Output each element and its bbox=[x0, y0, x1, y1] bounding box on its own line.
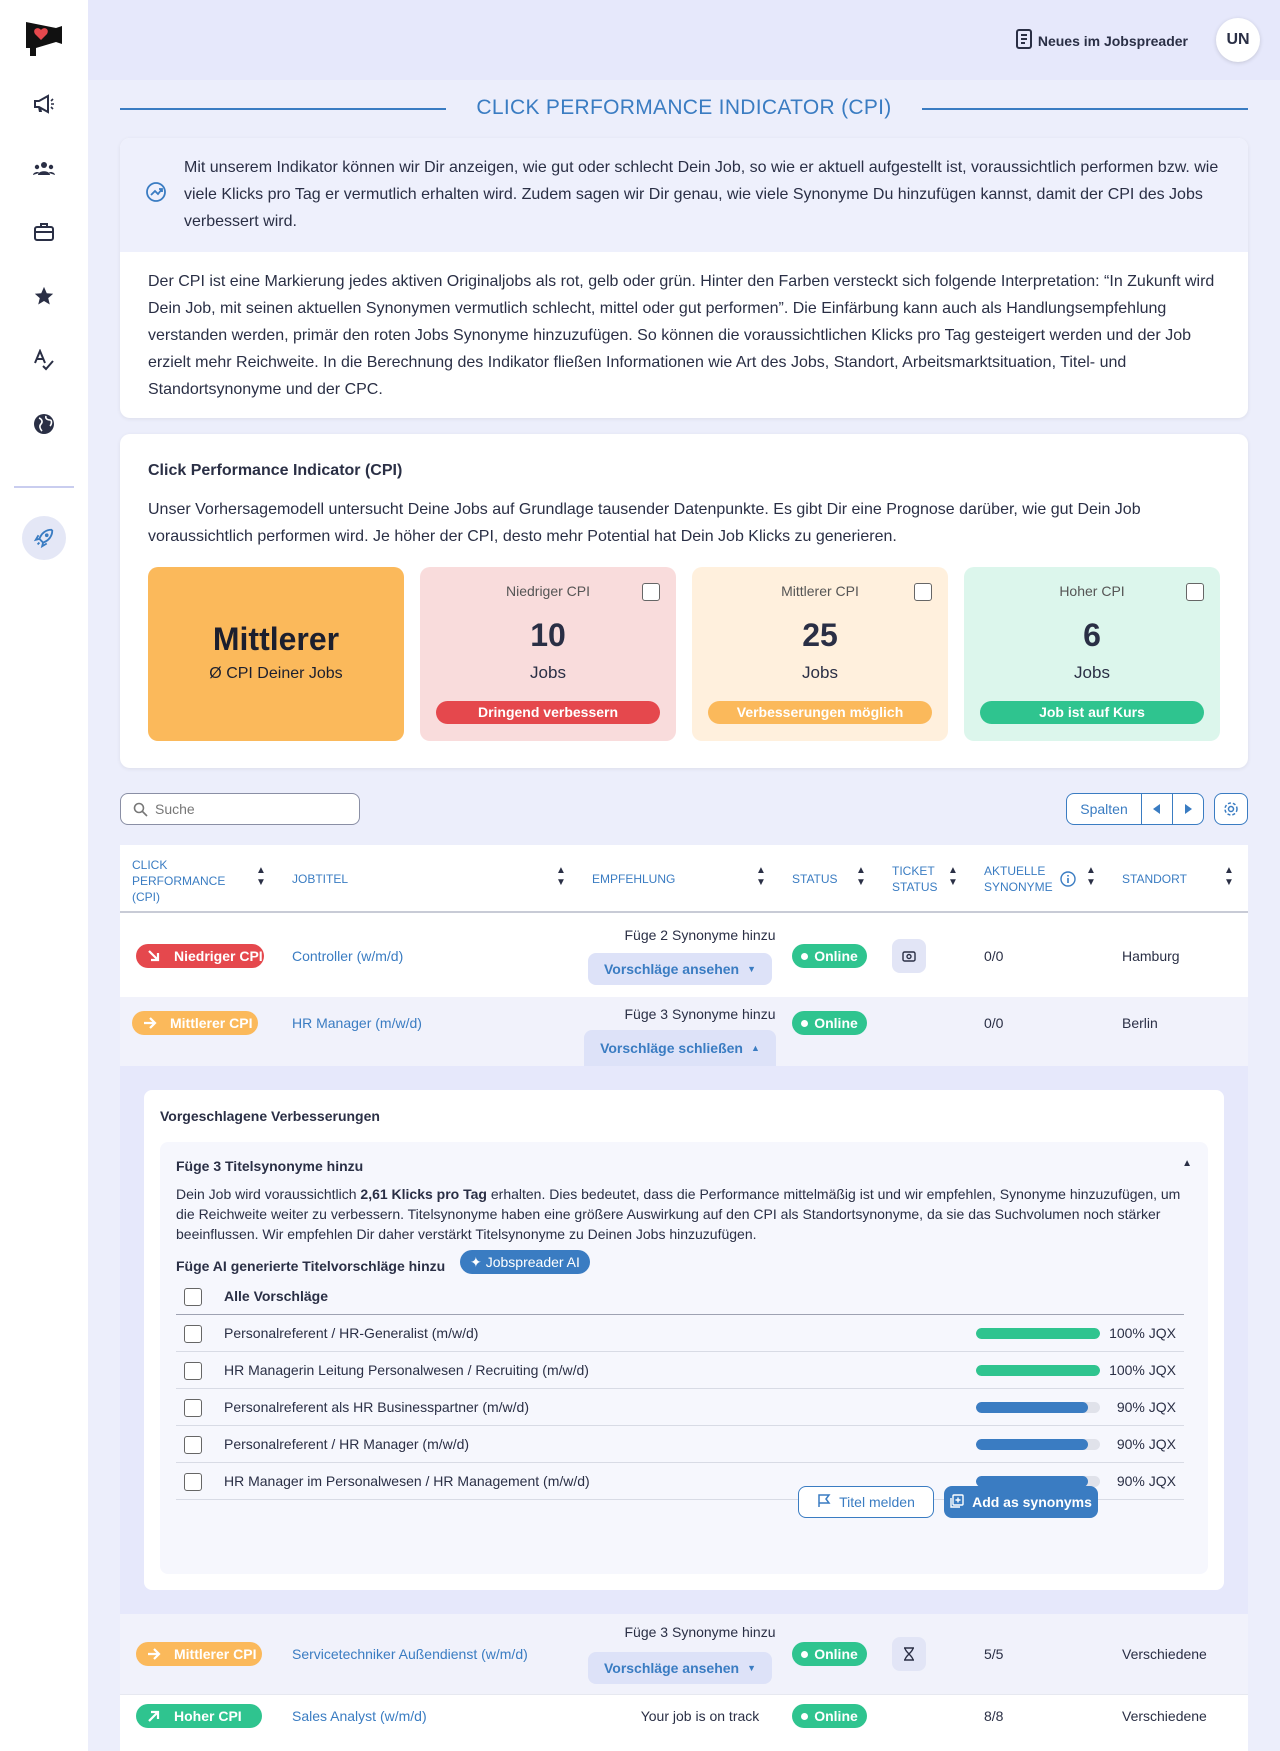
view-suggestions-button[interactable]: Vorschläge ansehen ▼ bbox=[588, 1652, 772, 1684]
synonym-count: 5/5 bbox=[984, 1646, 1004, 1662]
table-row[interactable] bbox=[120, 1694, 1248, 1738]
suggestions-heading: Vorgeschlagene Verbesserungen bbox=[160, 1108, 380, 1124]
info-intro-panel bbox=[120, 138, 1248, 252]
arrow-right-icon bbox=[144, 1644, 164, 1664]
suggestion-row[interactable] bbox=[176, 1389, 1184, 1426]
cpi-badge-low bbox=[136, 944, 264, 968]
caret-down-icon: ▼ bbox=[747, 1663, 757, 1673]
search-icon bbox=[133, 802, 148, 820]
th-ticket[interactable]: TICKET STATUS bbox=[892, 864, 938, 894]
suggestion-row[interactable] bbox=[176, 1426, 1184, 1463]
location: Hamburg bbox=[1122, 948, 1180, 964]
close-suggestions-label: Vorschläge schließen bbox=[600, 1040, 743, 1056]
gear-icon bbox=[1223, 801, 1239, 817]
suggestion-checkbox[interactable] bbox=[184, 1436, 202, 1454]
hourglass-icon[interactable] bbox=[892, 1637, 926, 1671]
cpi-card-unit: Jobs bbox=[1074, 663, 1110, 682]
table-row[interactable] bbox=[120, 997, 1248, 1066]
sort-icon[interactable]: ▲ ▼ bbox=[1086, 865, 1096, 888]
cpi-card-label: Hoher CPI bbox=[1059, 583, 1125, 599]
job-title-link[interactable]: Sales Analyst (w/m/d) bbox=[292, 1708, 427, 1724]
status-badge: Online bbox=[792, 1704, 867, 1728]
star-icon[interactable] bbox=[30, 282, 58, 310]
status-badge: Online bbox=[792, 1642, 867, 1666]
th-status[interactable]: STATUS bbox=[792, 872, 838, 886]
select-all-label: Alle Vorschläge bbox=[224, 1288, 329, 1304]
trending-icon bbox=[146, 182, 166, 211]
flag-icon bbox=[817, 1494, 831, 1511]
top-bar bbox=[88, 0, 1280, 80]
cpi-card-low[interactable] bbox=[420, 567, 676, 741]
caret-up-icon: ▲ bbox=[750, 1043, 760, 1053]
suggestion-checkbox[interactable] bbox=[184, 1325, 202, 1343]
jqx-score-fill bbox=[976, 1328, 1100, 1339]
sort-icon[interactable]: ▲ ▼ bbox=[256, 865, 266, 888]
info-intro-text: Mit unserem Indikator können wir Dir anzeigen, wie gut oder schlecht Dein Job, so wie er aktuell aufgestellt ist, voraussichtlich performen bzw. wie viele Klicks pro Tag er vermutlich erhalten wird. Zudem sagen wir Dir genau, wie viele Synonyme Du hinzufügen kannst, damit der CPI des Jobs verbessert wird. bbox=[184, 159, 1219, 230]
th-synonyms[interactable]: AKTUELLE SYNONYME bbox=[984, 864, 1053, 894]
rocket-icon[interactable] bbox=[22, 516, 66, 560]
cpi-badge-medium bbox=[132, 1011, 258, 1035]
cpi-card-label: Niedriger CPI bbox=[505, 583, 591, 599]
jqx-score-label: 90% JQX bbox=[1116, 1436, 1176, 1452]
th-title[interactable]: JOBTITEL bbox=[292, 872, 349, 886]
scroll-left-button[interactable] bbox=[1141, 793, 1173, 825]
section-heading: Füge 3 Titelsynonyme hinzu bbox=[176, 1158, 364, 1174]
cpi-card-medium[interactable] bbox=[692, 567, 948, 741]
library-add-icon bbox=[950, 1494, 964, 1511]
close-suggestions-button[interactable] bbox=[584, 1030, 776, 1066]
select-all-checkbox[interactable] bbox=[184, 1288, 202, 1306]
cpi-summary-label: Ø CPI Deiner Jobs bbox=[209, 665, 343, 682]
briefcase-icon[interactable] bbox=[30, 218, 58, 246]
users-icon[interactable] bbox=[30, 154, 58, 182]
suggestions-panel bbox=[120, 1066, 1248, 1614]
suggestion-title: HR Managerin Leitung Personalwesen / Recruiting (m/w/d) bbox=[224, 1362, 589, 1378]
news-link[interactable] bbox=[1016, 29, 1188, 52]
title-line-right bbox=[922, 108, 1248, 110]
recommendation-text: Füge 3 Synonyme hinzu bbox=[624, 1006, 776, 1022]
job-title-link[interactable]: Controller (w/m/d) bbox=[292, 948, 404, 964]
select-all-row[interactable] bbox=[176, 1278, 1184, 1315]
ai-badge: ✦ Jobspreader AI bbox=[460, 1250, 590, 1274]
cpi-badge-label: Niedriger CPI bbox=[174, 948, 263, 964]
th-location[interactable]: STANDORT bbox=[1122, 872, 1187, 886]
spellcheck-icon[interactable] bbox=[30, 346, 58, 374]
cpi-description: Unser Vorhersagemodell untersucht Deine Jobs auf Grundlage tausender Datenpunkte. Es gibt Dir eine Prognose darüber, wie gut Dein Job voraussichtlich performen wird. Je höher der CPI, desto mehr Potential hat Dein Job Klicks zu generieren. bbox=[148, 501, 1141, 545]
cpi-badge-label: Hoher CPI bbox=[174, 1708, 242, 1724]
cpi-card-count: 6 bbox=[1083, 617, 1101, 653]
jqx-score-label: 100% JQX bbox=[1109, 1325, 1176, 1341]
cpi-card-count: 10 bbox=[530, 617, 566, 653]
sort-icon[interactable]: ▲ ▼ bbox=[856, 865, 866, 888]
page-title: CLICK PERFORMANCE INDICATOR (CPI) bbox=[476, 96, 892, 119]
suggestion-checkbox[interactable] bbox=[184, 1362, 202, 1380]
jqx-score-bar bbox=[976, 1365, 1100, 1376]
synonym-count: 0/0 bbox=[984, 948, 1004, 964]
sort-icon[interactable]: ▲ ▼ bbox=[948, 865, 958, 888]
cpi-overview-card bbox=[120, 434, 1248, 768]
jqx-score-label: 100% JQX bbox=[1109, 1362, 1176, 1378]
jqx-score-fill bbox=[976, 1402, 1088, 1413]
location: Verschiedene bbox=[1122, 1646, 1207, 1662]
recommendation-text: Füge 3 Synonyme hinzu bbox=[624, 1624, 776, 1640]
cpi-card-unit: Jobs bbox=[530, 663, 566, 682]
page-title-row bbox=[120, 96, 1248, 122]
caret-right-icon bbox=[1184, 804, 1192, 814]
search-placeholder: Suche bbox=[155, 801, 195, 817]
ticket-camera-icon[interactable] bbox=[892, 939, 926, 973]
jobspreader-logo[interactable] bbox=[22, 18, 66, 58]
add-synonyms-button[interactable]: Add as synonyms bbox=[944, 1486, 1098, 1518]
title-synonyms-section bbox=[160, 1142, 1208, 1574]
news-label: Neues im Jobspreader bbox=[1037, 32, 1188, 49]
info-card bbox=[120, 138, 1248, 418]
caret-down-icon: ▼ bbox=[747, 964, 757, 974]
cpi-card-high[interactable] bbox=[964, 567, 1220, 741]
cpi-filter-checkbox[interactable] bbox=[914, 583, 932, 601]
cpi-badge-medium bbox=[136, 1642, 262, 1666]
sort-icon[interactable]: ▲ ▼ bbox=[756, 865, 766, 888]
info-icon[interactable] bbox=[1060, 871, 1076, 892]
suggestion-title: HR Manager im Personalwesen / HR Management (m/w/d) bbox=[224, 1473, 590, 1489]
recommendation-text: Füge 2 Synonyme hinzu bbox=[624, 927, 776, 943]
view-suggestions-button[interactable] bbox=[588, 953, 772, 985]
suggestion-checkbox[interactable] bbox=[184, 1473, 202, 1491]
cpi-badge-label: Mittlerer CPI bbox=[170, 1015, 253, 1031]
suggestion-title: Personalreferent als HR Businesspartner (m/w/d) bbox=[224, 1399, 530, 1415]
sparkle-icon: ✦ bbox=[470, 1253, 482, 1270]
cpi-card-status: Dringend verbessern bbox=[436, 701, 660, 724]
status-badge bbox=[792, 944, 867, 968]
synonym-count: 0/0 bbox=[984, 1015, 1004, 1031]
cpi-summary-card bbox=[148, 567, 404, 741]
arrow-down-right-icon bbox=[144, 946, 164, 966]
cpi-card-unit: Jobs bbox=[802, 663, 838, 682]
cpi-summary-value: Mittlerer bbox=[212, 621, 340, 657]
cpi-filter-checkbox[interactable] bbox=[1186, 583, 1204, 601]
section-description: Dein Job wird voraussichtlich 2,61 Klicks pro Tag erhalten. Dies bedeutet, dass die Performance mittelmäßig ist und wir empfehlen, Synonyme hinzuzufügen, um die Reichweite weiter zu verbessern. Titelsynonyme haben eine größere Auswirkung auf den CPI als Standortsynonyme, da sie das Suchvolumen noch stärker beeinflussen. Wir empfehlen Dir daher verstärkt Titelsynonyme zu Deinen Jobs hinzuzufügen. bbox=[176, 1186, 1181, 1242]
avatar[interactable]: UN bbox=[1216, 18, 1260, 62]
sort-icon[interactable]: ▲ ▼ bbox=[556, 865, 566, 888]
megaphone-icon[interactable] bbox=[30, 90, 58, 118]
th-recommendation[interactable]: EMPFEHLUNG bbox=[592, 872, 676, 886]
jqx-score-label: 90% JQX bbox=[1116, 1473, 1176, 1489]
view-suggestions-label: Vorschläge ansehen bbox=[603, 961, 740, 977]
cpi-badge-label: Mittlerer CPI bbox=[174, 1646, 257, 1662]
suggestion-row[interactable] bbox=[176, 1352, 1184, 1389]
job-title-link[interactable]: Servicetechniker Außendienst (w/m/d) bbox=[292, 1646, 528, 1662]
status-label: Online bbox=[814, 948, 858, 964]
cpi-badge-high bbox=[136, 1704, 262, 1728]
table-header bbox=[120, 845, 1248, 913]
jqx-score-fill bbox=[976, 1365, 1100, 1376]
job-title-link[interactable]: HR Manager (m/w/d) bbox=[292, 1015, 422, 1031]
location: Verschiedene bbox=[1122, 1708, 1207, 1724]
sort-icon[interactable]: ▲ ▼ bbox=[1224, 865, 1234, 888]
location: Berlin bbox=[1122, 1015, 1158, 1031]
suggestions-card bbox=[144, 1090, 1224, 1590]
report-title-button[interactable]: Titel melden bbox=[798, 1486, 934, 1518]
search-input[interactable] bbox=[120, 793, 360, 825]
collapse-caret-icon[interactable]: ▲ bbox=[1182, 1158, 1192, 1169]
th-cpi[interactable]: CLICK PERFORMANCE (CPI) bbox=[132, 858, 226, 904]
table-settings-button[interactable] bbox=[1214, 793, 1248, 825]
sidebar-divider bbox=[14, 486, 74, 488]
arrow-up-right-icon bbox=[144, 1706, 164, 1726]
suggestion-title: Personalreferent / HR Manager (m/w/d) bbox=[224, 1436, 470, 1452]
table-row[interactable] bbox=[120, 1614, 1248, 1694]
suggestion-row[interactable] bbox=[176, 1315, 1184, 1352]
ai-suggestions-label: Füge AI generierte Titelvorschläge hinzu bbox=[176, 1258, 446, 1274]
table-row[interactable] bbox=[120, 915, 1248, 997]
jqx-score-bar bbox=[976, 1439, 1100, 1450]
globe-icon[interactable] bbox=[30, 410, 58, 438]
cpi-card-label: Mittlerer CPI bbox=[781, 583, 859, 599]
suggestion-checkbox[interactable] bbox=[184, 1399, 202, 1417]
status-label: Online bbox=[814, 1015, 858, 1031]
jqx-score-bar bbox=[976, 1402, 1100, 1413]
caret-left-icon bbox=[1153, 804, 1161, 814]
jqx-score-label: 90% JQX bbox=[1116, 1399, 1176, 1415]
info-body-text: Der CPI ist eine Markierung jedes aktiven Originaljobs als rot, gelb oder grün. Hinter den Farben versteckt sich folgende Interpretation: “In Zukunft wird Dein Job, mit seinen aktuellen Synonymen vermutlich schlecht, mittel oder gut performen”. Die Einfärbung kann auch als Handlungsempfehlung verstanden werden, primär den roten Jobs Synonyme hinzuzufügen. So können die voraussichtlichen Klicks pro Tag gesteigert werden und der Job erzielt mehr Reichweite. In die Berechnung des Indikator fließen Informationen wie Art des Jobs, Standort, Arbeitsmarktsituation, Titel- und Standortsynonyme und der CPC. bbox=[148, 273, 1215, 398]
cpi-card-count: 25 bbox=[802, 617, 838, 653]
arrow-right-icon bbox=[140, 1013, 160, 1033]
suggestion-title: Personalreferent / HR-Generalist (m/w/d) bbox=[224, 1325, 479, 1341]
columns-button[interactable]: Spalten bbox=[1066, 793, 1142, 825]
synonym-count: 8/8 bbox=[984, 1708, 1004, 1724]
scroll-right-button[interactable] bbox=[1172, 793, 1204, 825]
recommendation-text: Your job is on track bbox=[640, 1708, 760, 1724]
news-icon bbox=[1016, 29, 1032, 52]
cpi-card-status: Verbesserungen möglich bbox=[708, 701, 932, 724]
status-badge bbox=[792, 1011, 867, 1035]
sidebar bbox=[0, 0, 88, 1751]
cpi-filter-checkbox[interactable] bbox=[642, 583, 660, 601]
cpi-card-status: Job ist auf Kurs bbox=[980, 701, 1204, 724]
jqx-score-bar bbox=[976, 1328, 1100, 1339]
cpi-heading: Click Performance Indicator (CPI) bbox=[148, 462, 403, 479]
jqx-score-fill bbox=[976, 1439, 1088, 1450]
